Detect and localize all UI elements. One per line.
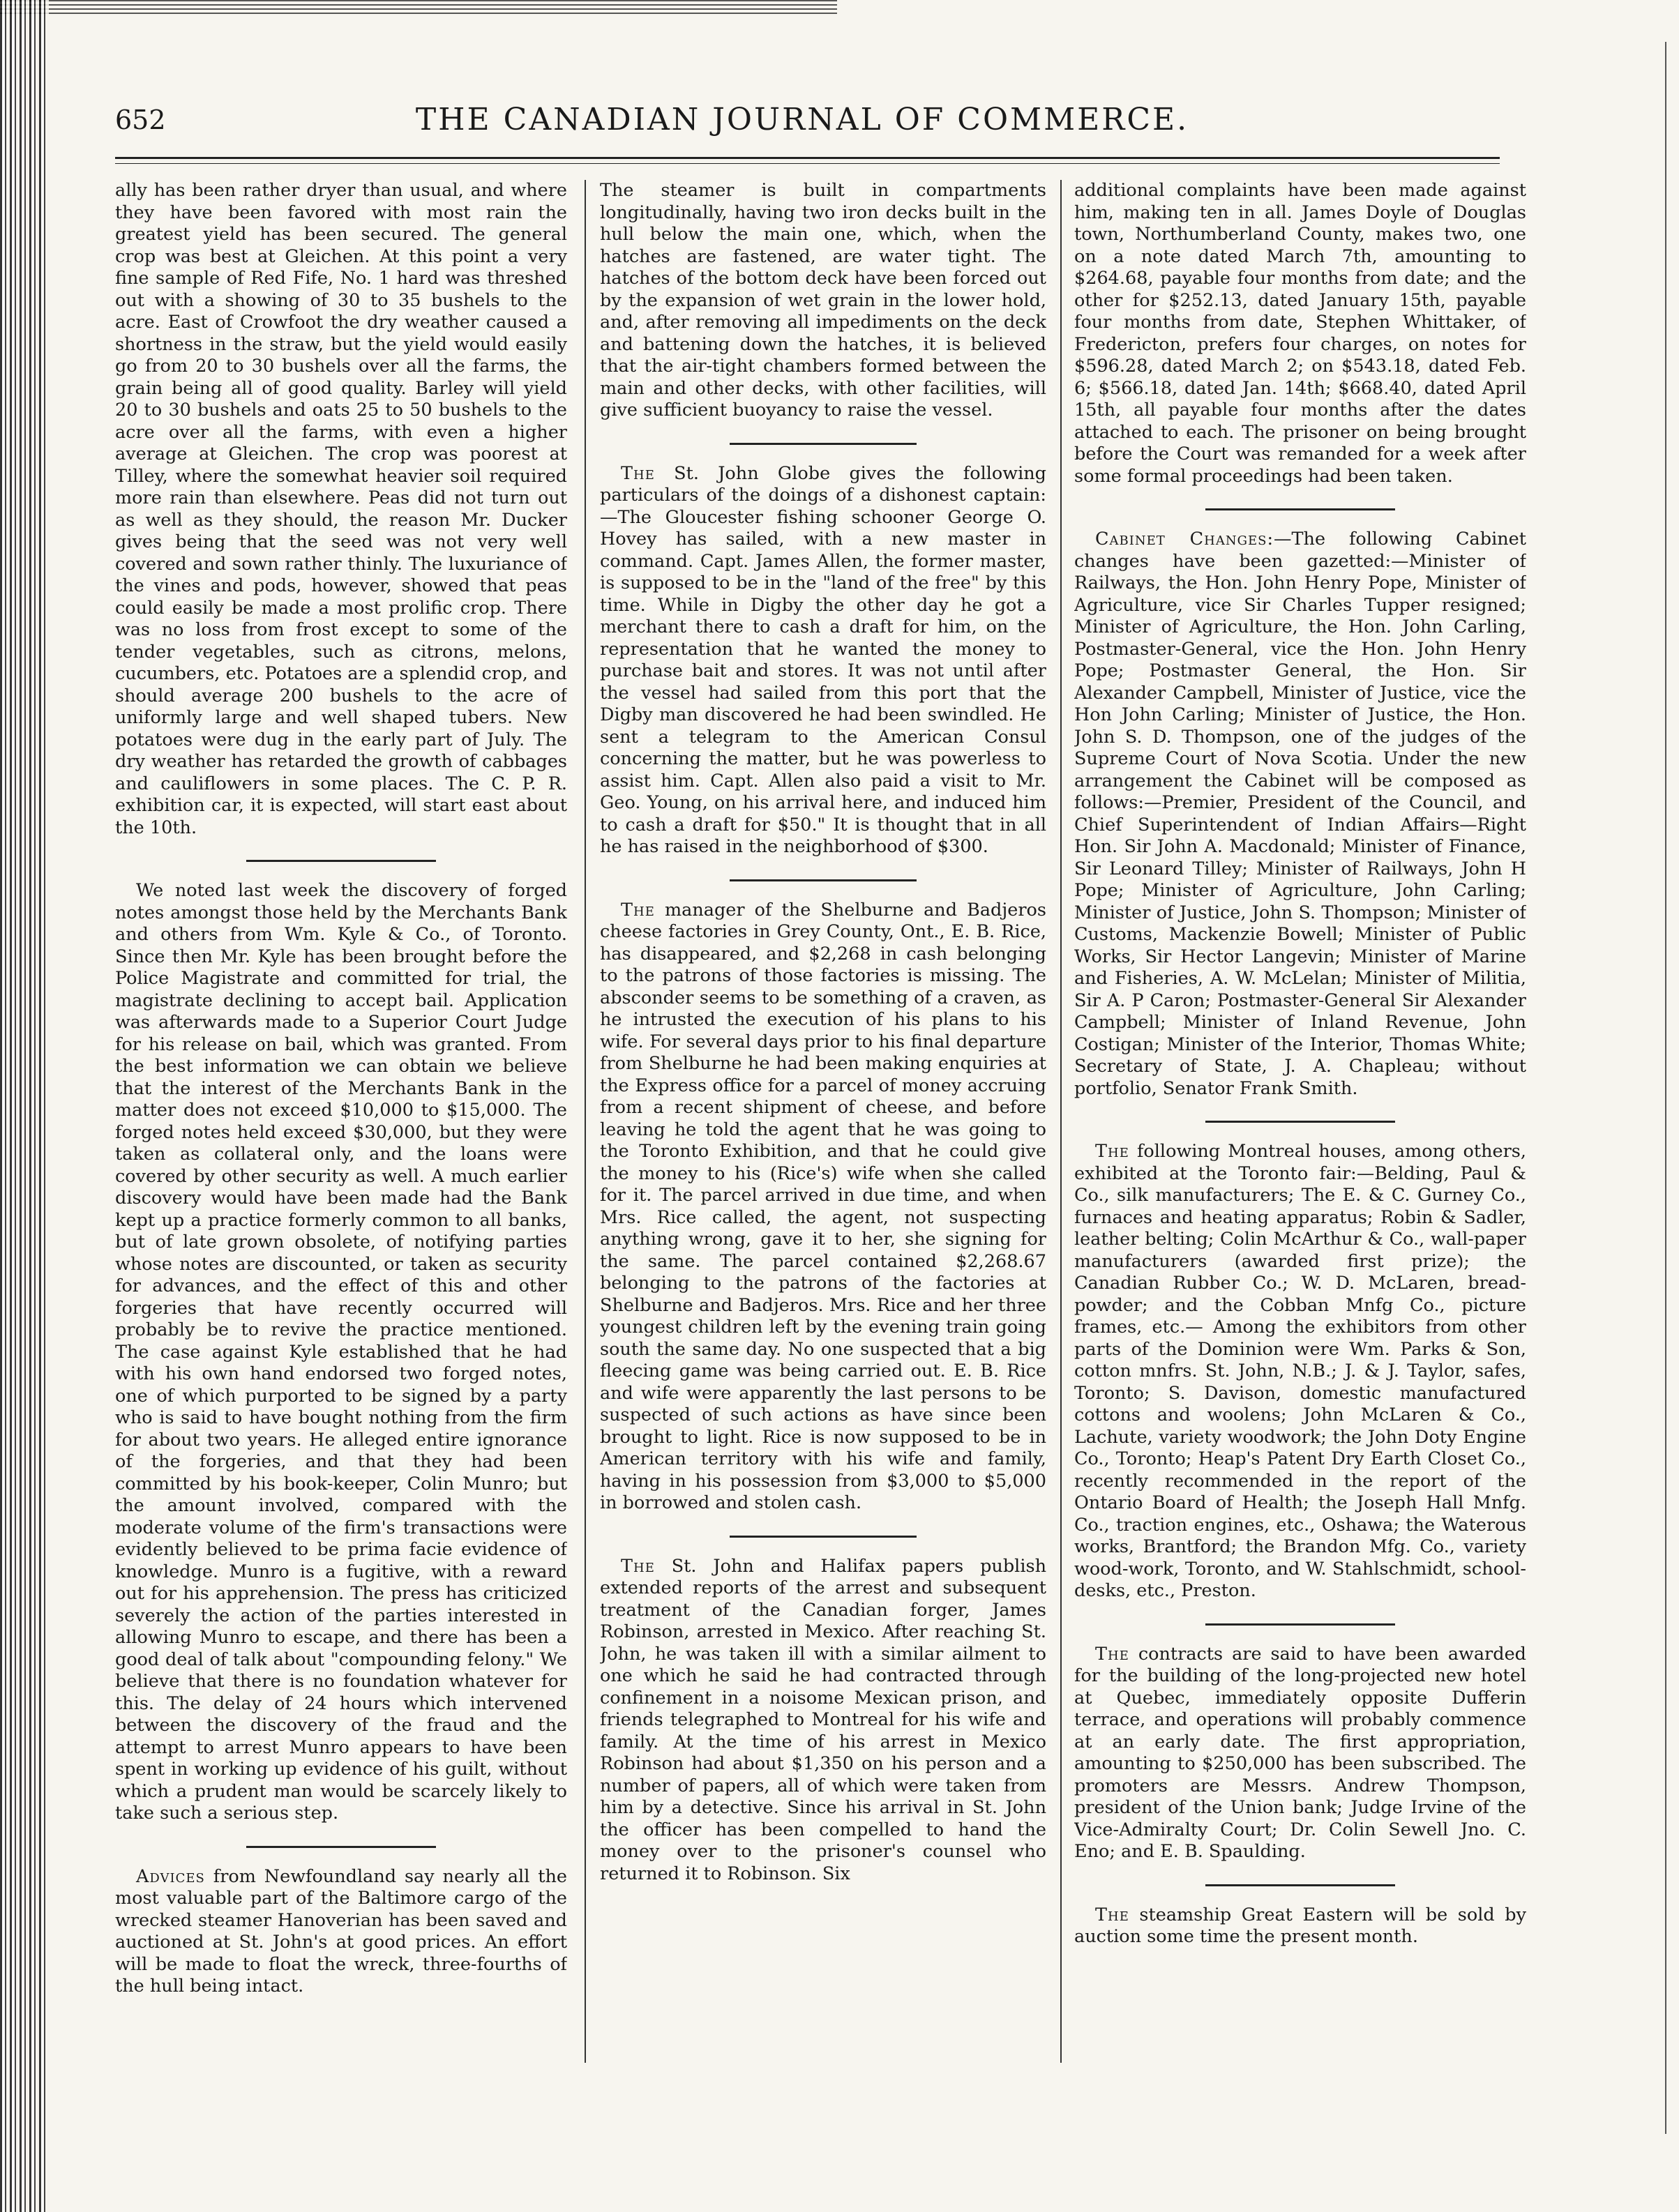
article-text: The steamer is built in compartments longitudinally, having two iron decks built in the hull below the main one, which, when the hatches are fastened, are water tight. The hatches of the bottom deck have been forced out by the expansion of wet grain in the lower hold, and, after removing all impediments on the deck and battening down the hatches, it is believed that the air-tight chambers formed between the main and other decks, with other facilities, will give sufficient buoyancy to raise the vessel. bbox=[600, 180, 1046, 421]
article-great-eastern bbox=[1074, 1904, 1526, 1948]
article-lead: The bbox=[1095, 1643, 1129, 1665]
article-text: steamship Great Eastern will be sold by auction some time the present month. bbox=[1074, 1904, 1526, 1947]
column-middle bbox=[600, 180, 1046, 2167]
column-right bbox=[1074, 180, 1526, 2167]
article-separator bbox=[730, 1536, 917, 1538]
scan-edge-right bbox=[1665, 42, 1679, 2134]
column-divider bbox=[585, 180, 586, 2063]
article-lead: The bbox=[1095, 1904, 1129, 1925]
article-cabinet-changes bbox=[1074, 529, 1526, 1100]
article-crop-report bbox=[115, 180, 567, 839]
article-separator bbox=[1205, 1121, 1395, 1123]
article-separator bbox=[730, 879, 917, 881]
page-header bbox=[115, 98, 1489, 153]
article-text: manager of the Shelburne and Badjeros cheese factories in Grey County, Ont., E. B. Rice, has disappeared, and $2,268 in cash belonging to the patrons of those factories is missing. The absconder seems to be something of a craven, as he intrusted the execution of his plans to his wife. For several days prior to his final departure from Shelburne he had been making enquiries at the Express office for a parcel of money accruing from a recent shipment of cheese, and before leaving he told the agent that he was going to the Toronto Exhibition, and that he could give the money to his (Rice's) wife when she called for it. The parcel arrived in due time, and when Mrs. Rice called, the agent, not suspecting anything wrong, gave it to her, she signing for the same. The parcel contained $2,268.67 belonging to the patrons of the factories at Shelburne and Badjeros. Mrs. Rice and her three youngest children left by the evening train going south the same day. No one suspected that a big fleecing game was being carried out. E. B. Rice and wife were apparently the last persons to be suspected of such actions as have since been brought to light. Rice is now supposed to be in American territory with his wife and family, having in his possession from $3,000 to $5,000 in borrowed and stolen cash. bbox=[600, 899, 1046, 1513]
article-paragraph bbox=[1074, 1644, 1526, 1863]
article-separator bbox=[246, 1846, 436, 1848]
article-lead: The bbox=[1095, 1141, 1129, 1162]
article-text: from Newfoundland say nearly all the most valuable part of the Baltimore cargo of the wrecked steamer Hanoverian has been saved and auctioned at St. John's at good prices. An effort will be made to float the wreck, three-fourths of the hull being intact. bbox=[115, 1865, 567, 1997]
article-text: ally has been rather dryer than usual, and where they have been favored with most rain the greatest yield has been secured. The general crop was best at Gleichen. At this point a very fine sample of Red Fife, No. 1 hard was threshed out with a showing of 30 to 35 bushels to the acre. East of Crowfoot the dry weather caused a shortness in the straw, but the yield would easily go from 20 to 30 bushels over all the farms, the grain being all of good quality. Barley will yield 20 to 30 bushels and oats 25 to 50 bushels to the acre over all the farms, with even a higher average at Gleichen. The crop was poorest at Tilley, where the somewhat heavier soil required more rain than elsewhere. Peas did not turn out as well as they should, the reason Mr. Ducker gives being that the seed was not very well covered and sown rather thinly. The luxuriance of the vines and pods, however, showed that peas could easily be made a most prolific crop. There was no loss from frost except to some of the tender vegetables, such as citrons, melons, cucumbers, etc. Potatoes are a splendid crop, and should average 200 bushels to the acre of uniformly large and well shaped tubers. New potatoes were dug in the early part of July. The dry weather has retarded the growth of cabbages and cauliflowers in some places. The C. P. R. exhibition car, it is expected, will start east about the 10th. bbox=[115, 180, 567, 838]
article-separator bbox=[730, 443, 917, 445]
article-paragraph bbox=[600, 463, 1046, 858]
article-text: —The following Cabinet changes have been gazetted:—Minister of Railways, the Hon. John Henry Pope, Minister of Agriculture, vice Sir Charles Tupper resigned; Minister of Agriculture, the Hon. John Carling, Postmaster-General, vice the Hon. John Henry Pope; Postmaster General, the Hon. Sir Alexander Campbell, Minister of Justice, vice the Hon John Carling; Minister of Justice, the Hon. John S. D. Thompson, one of the judges of the Supreme Court of Nova Scotia. Under the new arrangement the Cabinet will be composed as follows:—Premier, President of the Council, and Chief Superintendent of Indian Affairs—Right Hon. Sir John A. Macdonald; Minister of Finance, Sir Leonard Tilley; Minister of Railways, John H Pope; Minister of Agriculture, John Carling; Minister of Justice, John S. Thompson; Minister of Customs, Mackenzie Bowell; Minister of Public Works, Sir Hector Langevin; Minister of Marine and Fisheries, A. W. McLelan; Minister of Militia, Sir A. P Caron; Postmaster-General Sir Alexander Campbell; Minister of Inland Revenue, John Costigan; Minister of the Interior, Thomas White; Secretary of State, J. A. Chapleau; without portfolio, Senator Frank Smith. bbox=[1074, 529, 1526, 1099]
article-lead: Advices bbox=[136, 1865, 205, 1887]
header-rule bbox=[115, 157, 1500, 159]
article-forger-robinson bbox=[600, 1556, 1046, 1886]
article-shelburne-cheese bbox=[600, 900, 1046, 1515]
article-paragraph bbox=[600, 1556, 1046, 1886]
article-separator bbox=[1205, 508, 1395, 510]
scan-edge-top bbox=[0, 0, 837, 15]
article-paragraph bbox=[1074, 529, 1526, 1100]
journal-title: THE CANADIAN JOURNAL OF COMMERCE. bbox=[415, 102, 1189, 137]
article-separator bbox=[246, 860, 436, 862]
article-lead: The bbox=[621, 1555, 655, 1577]
article-text: St. John and Halifax papers publish extended reports of the arrest and subsequent treatment of the Canadian forger, James Robinson, arrested in Mexico. After reaching St. John, he was taken ill with a similar ailment to one which he said he had contracted through confinement in a noisome Mexican prison, and friends telegraphed to Montreal for his wife and family. At the time of his arrest in Mexico Robinson had about $1,350 on his person and a number of papers, all of which were taken from him by a detective. Since his arrival in St. John the officer has been compelled to hand the money over to the prisoner's counsel who returned it to Robinson. Six bbox=[600, 1555, 1046, 1884]
article-toronto-fair bbox=[1074, 1141, 1526, 1603]
article-paragraph bbox=[1074, 1141, 1526, 1603]
article-dishonest-captain bbox=[600, 463, 1046, 858]
scan-binding-edge bbox=[0, 0, 49, 2212]
article-text: contracts are said to have been awarded for the building of the long-projected new hotel at Quebec, immediately opposite Dufferin terrace, and operations will probably commence at an early date. The first appropriation, amounting to $250,000 has been subscribed. The promoters are Messrs. Andrew Thompson, president of the Union bank; Judge Irvine of the Vice-Admiralty Court; Dr. Colin Sewell Jno. C. Eno; and E. B. Spaulding. bbox=[1074, 1643, 1526, 1862]
article-lead: The bbox=[621, 899, 655, 921]
article-text: additional complaints have been made against him, making ten in all. James Doyle of Douglas town, Northumberland County, makes two, one on a note dated March 7th, amounting to $264.68, payable four months from date; and the other for $252.13, dated January 15th, payable four months from date, Stephen Whittaker, of Fredericton, prefers four charges, on notes for $596.28, dated March 2; on $543.18, dated Feb. 6; $566.18, dated Jan. 14th; $668.40, dated April 15th, all payable four months after the dates attached to each. The prisoner on being brought before the Court was remanded for a week after some formal proceedings had been taken. bbox=[1074, 180, 1526, 487]
article-quebec-hotel bbox=[1074, 1644, 1526, 1863]
article-forged-notes bbox=[115, 880, 567, 1825]
article-paragraph bbox=[600, 900, 1046, 1515]
header-rule-thin bbox=[115, 163, 1500, 164]
article-complaints bbox=[1074, 180, 1526, 487]
page-number: 652 bbox=[115, 105, 166, 135]
article-paragraph bbox=[115, 1866, 567, 1998]
column-divider bbox=[1060, 180, 1062, 2063]
article-lead: Cabinet Changes: bbox=[1095, 529, 1274, 550]
article-separator bbox=[1205, 1884, 1395, 1886]
article-lead: The bbox=[621, 462, 655, 484]
article-steamer bbox=[600, 180, 1046, 422]
article-text: St. John Globe gives the following particulars of the doings of a dishonest captain: —The Gloucester fishing schooner George O. Hovey has sailed, with a new master in command. Capt. James Allen, the former master, is supposed to be in the "land of the free" by this time. While in Digby the other day he got a merchant there to cash a draft for him, on the representation that he wanted the money to purchase bait and stores. It was not until after the vessel had sailed from this port that the Digby man discovered he had been swindled. He sent a telegram to the American Consul concerning the matter, but he was powerless to assist him. Capt. Allen also paid a visit to Mr. Geo. Young, on his arrival here, and induced him to cash a draft for $50." It is thought that in all he has raised in the neighborhood of $300. bbox=[600, 462, 1046, 857]
article-separator bbox=[1205, 1623, 1395, 1626]
article-text: following Montreal houses, among others, exhibited at the Toronto fair:—Belding, Paul & Co., silk manufacturers; The E. & C. Gurney Co., furnaces and heating apparatus; Robin & Sadler, leather belting; Colin McArthur & Co., wall-paper manufacturers (awarded first prize); the Canadian Rubber Co.; W. D. McLaren, bread-powder; and the Cobban Mnfg Co., picture frames, etc.— Among the exhibitors from other parts of the Dominion were Wm. Parks & Son, cotton mnfrs. St. John, N.B.; J. & J. Taylor, safes, Toronto; S. Davison, domestic manufactured cottons and woolens; John McLaren & Co., Lachute, variety woodwork; the John Doty Engine Co., Toronto; Heap's Patent Dry Earth Closet Co., recently recommended in the report of the Ontario Board of Health; the Joseph Hall Mnfg. Co., traction engines, etc., Oshawa; the Waterous works, Brantford; the Brandon Mfg. Co., variety wood-work, Toronto, and W. Stahlschmidt, school-desks, etc., Preston. bbox=[1074, 1141, 1526, 1601]
article-newfoundland bbox=[115, 1866, 567, 1998]
column-left bbox=[115, 180, 567, 2167]
article-text: We noted last week the discovery of forged notes amongst those held by the Merchants Bank and others from Wm. Kyle & Co., of Toronto. Since then Mr. Kyle has been brought before the Police Magistrate and committed for trial, the magistrate declining to accept bail. Application was afterwards made to a Superior Court Judge for his release on bail, which was granted. From the best information we can obtain we believe that the interest of the Merchants Bank in the matter does not exceed $10,000 to $15,000. The forged notes held exceed $30,000, but they were taken as collateral only, and the loans were covered by other security as well. A much earlier discovery would have been made had the Bank kept up a practice formerly common to all banks, but of late grown obsolete, of notifying parties whose notes are discounted, or taken as security for advances, and the effect of this and other forgeries that have recently occurred will probably be to revive the practice mentioned. The case against Kyle established that he had with his own hand endorsed two forged notes, one of which purported to be signed by a party who is said to have bought nothing from the firm for about two years. He alleged entire ignorance of the forgeries, and that they had been committed by his book-keeper, Colin Munro; but the amount involved, compared with the moderate volume of the firm's transactions were evidently believed to be prima facie evidence of knowledge. Munro is a fugitive, with a reward out for his apprehension. The press has criticized severely the action of the parties interested in allowing Munro to escape, and there has been a good deal of talk about "compounding felony." We believe that there is no foundation whatever for this. The delay of 24 hours which intervened between the discovery of the fraud and the attempt to arrest Munro appears to have been spent in working up evidence of his guilt, without which a prudent man would be scarcely likely to take such a serious step. bbox=[115, 880, 567, 1824]
article-paragraph bbox=[1074, 1904, 1526, 1948]
